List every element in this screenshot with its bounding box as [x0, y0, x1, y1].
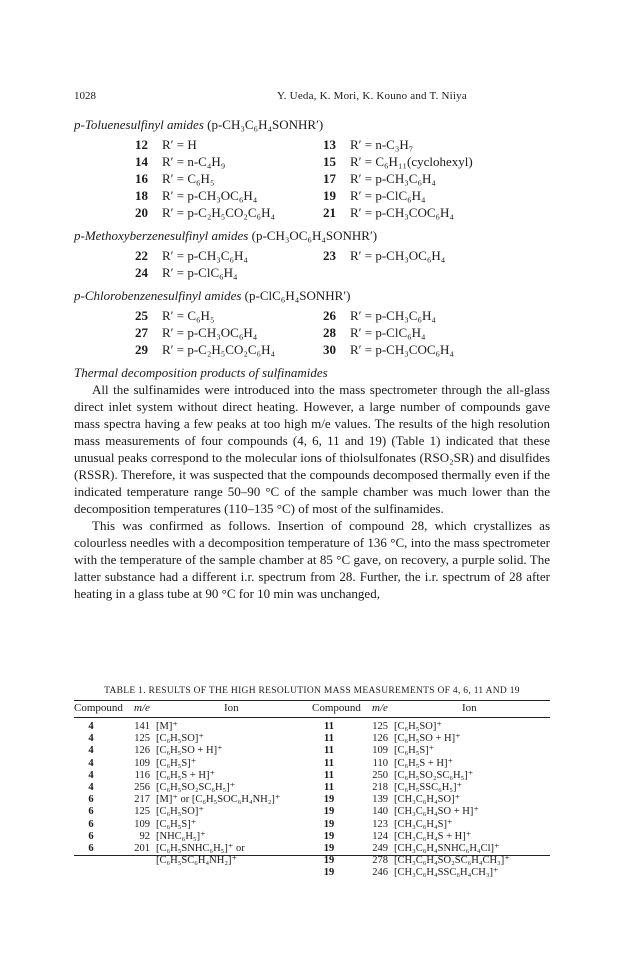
table-row — [312, 855, 550, 867]
compound-cell: 19 — [323, 818, 335, 830]
table-row — [74, 758, 312, 770]
compound-row — [126, 187, 550, 204]
compound-list-chlorobenzenesulfinyl — [126, 307, 550, 358]
table-row — [312, 721, 550, 733]
me-cell: 246 — [372, 867, 388, 879]
compound-number: 22 — [135, 248, 148, 263]
main-content — [74, 114, 550, 602]
ion-cell: [CH₃C₆H₄S + H]⁺ — [394, 830, 472, 842]
compound-formula: R′ = p-CH₃C₆H₄ — [350, 171, 436, 186]
compound-number: 14 — [135, 154, 148, 169]
compound-number: 27 — [135, 325, 148, 340]
compound-row — [126, 324, 550, 341]
me-cell: 124 — [372, 830, 388, 842]
compound-row — [126, 153, 550, 170]
ion-cell: [CH₃C₆H₄SNHC₆H₄Cl]⁺ — [394, 842, 500, 854]
ion-cell: [C₆H₅S]⁺ — [156, 818, 197, 830]
body-paragraph: This was confirmed as follows. Insertion of compound 28, which crystallizes as colourless needles with a decomposition temperature of 136 °C, into the mass spectrometer with the temperature of the sample chamber at 85 °C gave, on recovery, a purple solid. The latter substance had a different i.r. spectrum from 28. Further, the i.r. spectrum of 28 after heating in a glass tube at 90 °C for 10 min was unchanged, — [74, 518, 550, 601]
compound-formula: R′ = p-C₂H₅CO₂C₆H₄ — [162, 205, 276, 220]
compound-cell: 6 — [88, 794, 94, 806]
ion-cell: [M]⁺ or [C₆H₅SOC₆H₄NH₂]⁺ — [156, 794, 281, 806]
compound-row — [126, 264, 550, 281]
table-row — [74, 819, 312, 831]
compound-cell: 19 — [323, 842, 335, 854]
compound-formula: R′ = p-C₂H₅CO₂C₆H₄ — [162, 342, 276, 357]
table-row — [312, 819, 550, 831]
compound-cell: 19 — [323, 855, 335, 867]
section-title-methoxybenzenesulfinyl — [74, 227, 550, 244]
me-cell: 125 — [134, 806, 150, 818]
compound-formula: R′ = p-CH₃OC₆H₄ — [350, 248, 446, 263]
ion-cell: [C₆H₅S]⁺ — [394, 745, 435, 757]
ion-cell: [C₆H₅SO₂SC₆H₅]⁺ — [156, 781, 236, 793]
table-header-rule — [74, 717, 550, 718]
ion-cell: [C₆H₅SC₆H₄NH₂]⁺ — [156, 855, 238, 867]
compound-formula: R′ = C₆H₅ — [162, 308, 215, 323]
table-row — [74, 843, 312, 855]
me-cell: 140 — [372, 806, 388, 818]
ion-cell: [C₆H₅SO]⁺ — [394, 721, 442, 732]
section-title-italic: p-Toluenesulfinyl amides — [74, 117, 204, 132]
compound-formula: R′ = p-CH₃C₆H₄ — [162, 248, 248, 263]
me-cell: 116 — [134, 769, 150, 781]
compound-cell: 4 — [88, 745, 94, 757]
compound-list-methoxybenzenesulfinyl — [126, 247, 550, 281]
table-row — [74, 721, 312, 733]
me-cell: 125 — [372, 721, 388, 732]
compound-formula: R′ = p-CH₃COC₆H₄ — [350, 205, 454, 220]
table-row — [74, 733, 312, 745]
compound-cell: 4 — [88, 721, 94, 732]
compound-number: 21 — [323, 205, 336, 220]
table-row — [312, 770, 550, 782]
compound-row — [126, 341, 550, 358]
table-row — [312, 794, 550, 806]
compound-cell: 6 — [88, 830, 94, 842]
compound-formula: R′ = n-C₄H₉ — [162, 154, 226, 169]
subsection-heading: Thermal decomposition products of sulfinamides — [74, 365, 328, 380]
section-title-formula: (p-ClC₆H₄SONHR′) — [244, 288, 351, 303]
me-cell: 126 — [372, 733, 388, 745]
me-cell: 109 — [134, 818, 150, 830]
compound-number: 12 — [135, 137, 148, 152]
table-row — [74, 806, 312, 818]
compound-cell: 4 — [88, 733, 94, 745]
table-left-column — [74, 721, 312, 867]
me-cell: 249 — [372, 842, 388, 854]
ion-cell: [C₆H₅SNHC₆H₅]⁺ or — [156, 842, 245, 854]
compound-formula: R′ = p-CH₃C₆H₄ — [350, 308, 436, 323]
ion-cell: [CH₃C₆H₄SO + H]⁺ — [394, 806, 479, 818]
compound-formula: R′ = p-ClC₆H₄ — [350, 188, 426, 203]
ion-cell: [CH₃C₆H₄SO]⁺ — [394, 794, 461, 806]
me-cell: 139 — [372, 794, 388, 806]
header-me: m/e — [372, 702, 388, 714]
compound-formula: R′ = H — [162, 137, 197, 152]
compound-cell: 19 — [323, 794, 335, 806]
table-row — [312, 745, 550, 757]
compound-cell: 19 — [323, 830, 335, 842]
table-row — [74, 794, 312, 806]
me-cell: 123 — [372, 818, 388, 830]
compound-cell: 11 — [324, 721, 334, 732]
ion-cell: [C₆H₅SO₂SC₆H₅]⁺ — [394, 769, 474, 781]
ion-cell: [CH₃C₆H₄S]⁺ — [394, 818, 453, 830]
table-row — [312, 806, 550, 818]
compound-list-toluenesulfinyl — [126, 136, 550, 221]
section-title-chlorobenzenesulfinyl — [74, 287, 550, 304]
ion-cell: [C₆H₅S + H]⁺ — [156, 769, 216, 781]
table-row — [74, 770, 312, 782]
compound-number: 19 — [323, 188, 336, 203]
header-ion: Ion — [224, 702, 239, 714]
me-cell: 92 — [139, 830, 150, 842]
me-cell: 141 — [134, 721, 150, 732]
compound-cell: 6 — [88, 806, 94, 818]
header-ion: Ion — [462, 702, 477, 714]
compound-number: 15 — [323, 154, 336, 169]
compound-number: 30 — [323, 342, 336, 357]
compound-row — [126, 247, 550, 264]
table-row — [74, 855, 312, 867]
ion-cell: [C₆H₅SSC₆H₅]⁺ — [394, 781, 463, 793]
ion-cell: [CH₃C₆H₄SSC₆H₄CH₃]⁺ — [394, 867, 499, 879]
table-caption: TABLE 1. RESULTS OF THE HIGH RESOLUTION MASS MEASUREMENTS OF 4, 6, 11 AND 19 — [104, 686, 520, 696]
ion-cell: [CH₃C₆H₄SO₂SC₆H₄CH₃]⁺ — [394, 855, 510, 867]
table-row — [312, 831, 550, 843]
compound-formula: R′ = p-CH₃COC₆H₄ — [350, 342, 454, 357]
me-cell: 278 — [372, 855, 388, 867]
ion-cell: [C₆H₅SO]⁺ — [156, 806, 204, 818]
section-title-formula: (p-CH₃OC₆H₄SONHR′) — [251, 228, 378, 243]
compound-formula: R′ = p-CH₃OC₆H₄ — [162, 188, 258, 203]
compound-formula: R′ = p-ClC₆H₄ — [162, 265, 238, 280]
me-cell: 125 — [134, 733, 150, 745]
table-row — [312, 782, 550, 794]
me-cell: 201 — [134, 842, 150, 854]
compound-cell: 11 — [324, 781, 334, 793]
ion-cell: [C₆H₅SO + H]⁺ — [156, 745, 223, 757]
header-compound: Compound — [74, 702, 123, 714]
running-header — [74, 90, 550, 106]
header-compound: Compound — [312, 702, 361, 714]
running-authors: Y. Ueda, K. Mori, K. Kouno and T. Niiya — [277, 90, 467, 102]
compound-cell: 11 — [324, 769, 334, 781]
me-cell: 109 — [372, 745, 388, 757]
compound-number: 26 — [323, 308, 336, 323]
section-title-formula: (p-CH₃C₆H₄SONHR′) — [207, 117, 324, 132]
me-cell: 109 — [134, 757, 150, 769]
compound-row — [126, 204, 550, 221]
compound-number: 24 — [135, 265, 148, 280]
compound-number: 16 — [135, 171, 148, 186]
ion-cell: [C₆H₅S + H]⁺ — [394, 757, 454, 769]
compound-cell: 4 — [88, 757, 94, 769]
me-cell: 256 — [134, 781, 150, 793]
table-row — [312, 733, 550, 745]
section-title-italic: p-Chlorobenzenesulfinyl amides — [74, 288, 242, 303]
ion-cell: [M]⁺ — [156, 721, 178, 732]
compound-row — [126, 307, 550, 324]
compound-formula: R′ = C₆H₁₁(cyclohexyl) — [350, 154, 473, 169]
compound-cell: 11 — [324, 745, 334, 757]
section-title-toluenesulfinyl — [74, 116, 550, 133]
header-me: m/e — [134, 702, 150, 714]
compound-number: 13 — [323, 137, 336, 152]
table-row — [74, 782, 312, 794]
table-row — [74, 831, 312, 843]
results-table — [74, 686, 550, 879]
ion-cell: [C₆H₅S]⁺ — [156, 757, 197, 769]
compound-formula: R′ = p-CH₃OC₆H₄ — [162, 325, 258, 340]
compound-cell: 19 — [323, 806, 335, 818]
ion-cell: [C₆H₅SO + H]⁺ — [394, 733, 461, 745]
compound-number: 23 — [323, 248, 336, 263]
table-header — [74, 701, 550, 717]
compound-cell: 6 — [88, 818, 94, 830]
table-bottom-rule — [74, 855, 550, 856]
ion-cell: [C₆H₅SO]⁺ — [156, 733, 204, 745]
me-cell: 217 — [134, 794, 150, 806]
table-row — [312, 867, 550, 879]
me-cell: 126 — [134, 745, 150, 757]
compound-row — [126, 136, 550, 153]
compound-cell: 6 — [88, 842, 94, 854]
me-cell: 218 — [372, 781, 388, 793]
me-cell: 250 — [372, 769, 388, 781]
table-row — [312, 758, 550, 770]
compound-formula: R′ = n-C₃H₇ — [350, 137, 414, 152]
section-title-italic: p-Methoxyberzenesulfinyl amides — [74, 228, 249, 243]
compound-formula: R′ = C₆H₅ — [162, 171, 215, 186]
compound-number: 28 — [323, 325, 336, 340]
compound-number: 17 — [323, 171, 336, 186]
compound-number: 29 — [135, 342, 148, 357]
compound-cell: 19 — [323, 867, 335, 879]
compound-formula: R′ = p-ClC₆H₄ — [350, 325, 426, 340]
me-cell: 110 — [372, 757, 388, 769]
table-row — [312, 843, 550, 855]
body-paragraph: All the sulfinamides were introduced into the mass spectrometer through the all-glass direct inlet system without direct heating. However, a large number of compounds gave mass spectra having a few peaks at too high m/e values. The results of the high resolution mass measurements of four compounds (4, 6, 11 and 19) (Table 1) indicated that these unusual peaks correspond to the molecular ions of thiolsulfonates (RSO₂SR) and disulfides (RSSR). Therefore, it was suspected that the compounds decomposed thermally even if the indicated temperature range 50–90 °C of the sample chamber was much lower than the decomposition temperatures (110–135 °C) of most of the sulfinamides. — [74, 382, 550, 516]
compound-cell: 11 — [324, 757, 334, 769]
compound-number: 18 — [135, 188, 148, 203]
compound-number: 20 — [135, 205, 148, 220]
compound-cell: 4 — [88, 781, 94, 793]
compound-row — [126, 170, 550, 187]
ion-cell: [NHC₆H₅]⁺ — [156, 830, 206, 842]
compound-number: 25 — [135, 308, 148, 323]
compound-cell: 4 — [88, 769, 94, 781]
table-row — [74, 745, 312, 757]
compound-cell: 11 — [324, 733, 334, 745]
page-number: 1028 — [74, 90, 96, 102]
